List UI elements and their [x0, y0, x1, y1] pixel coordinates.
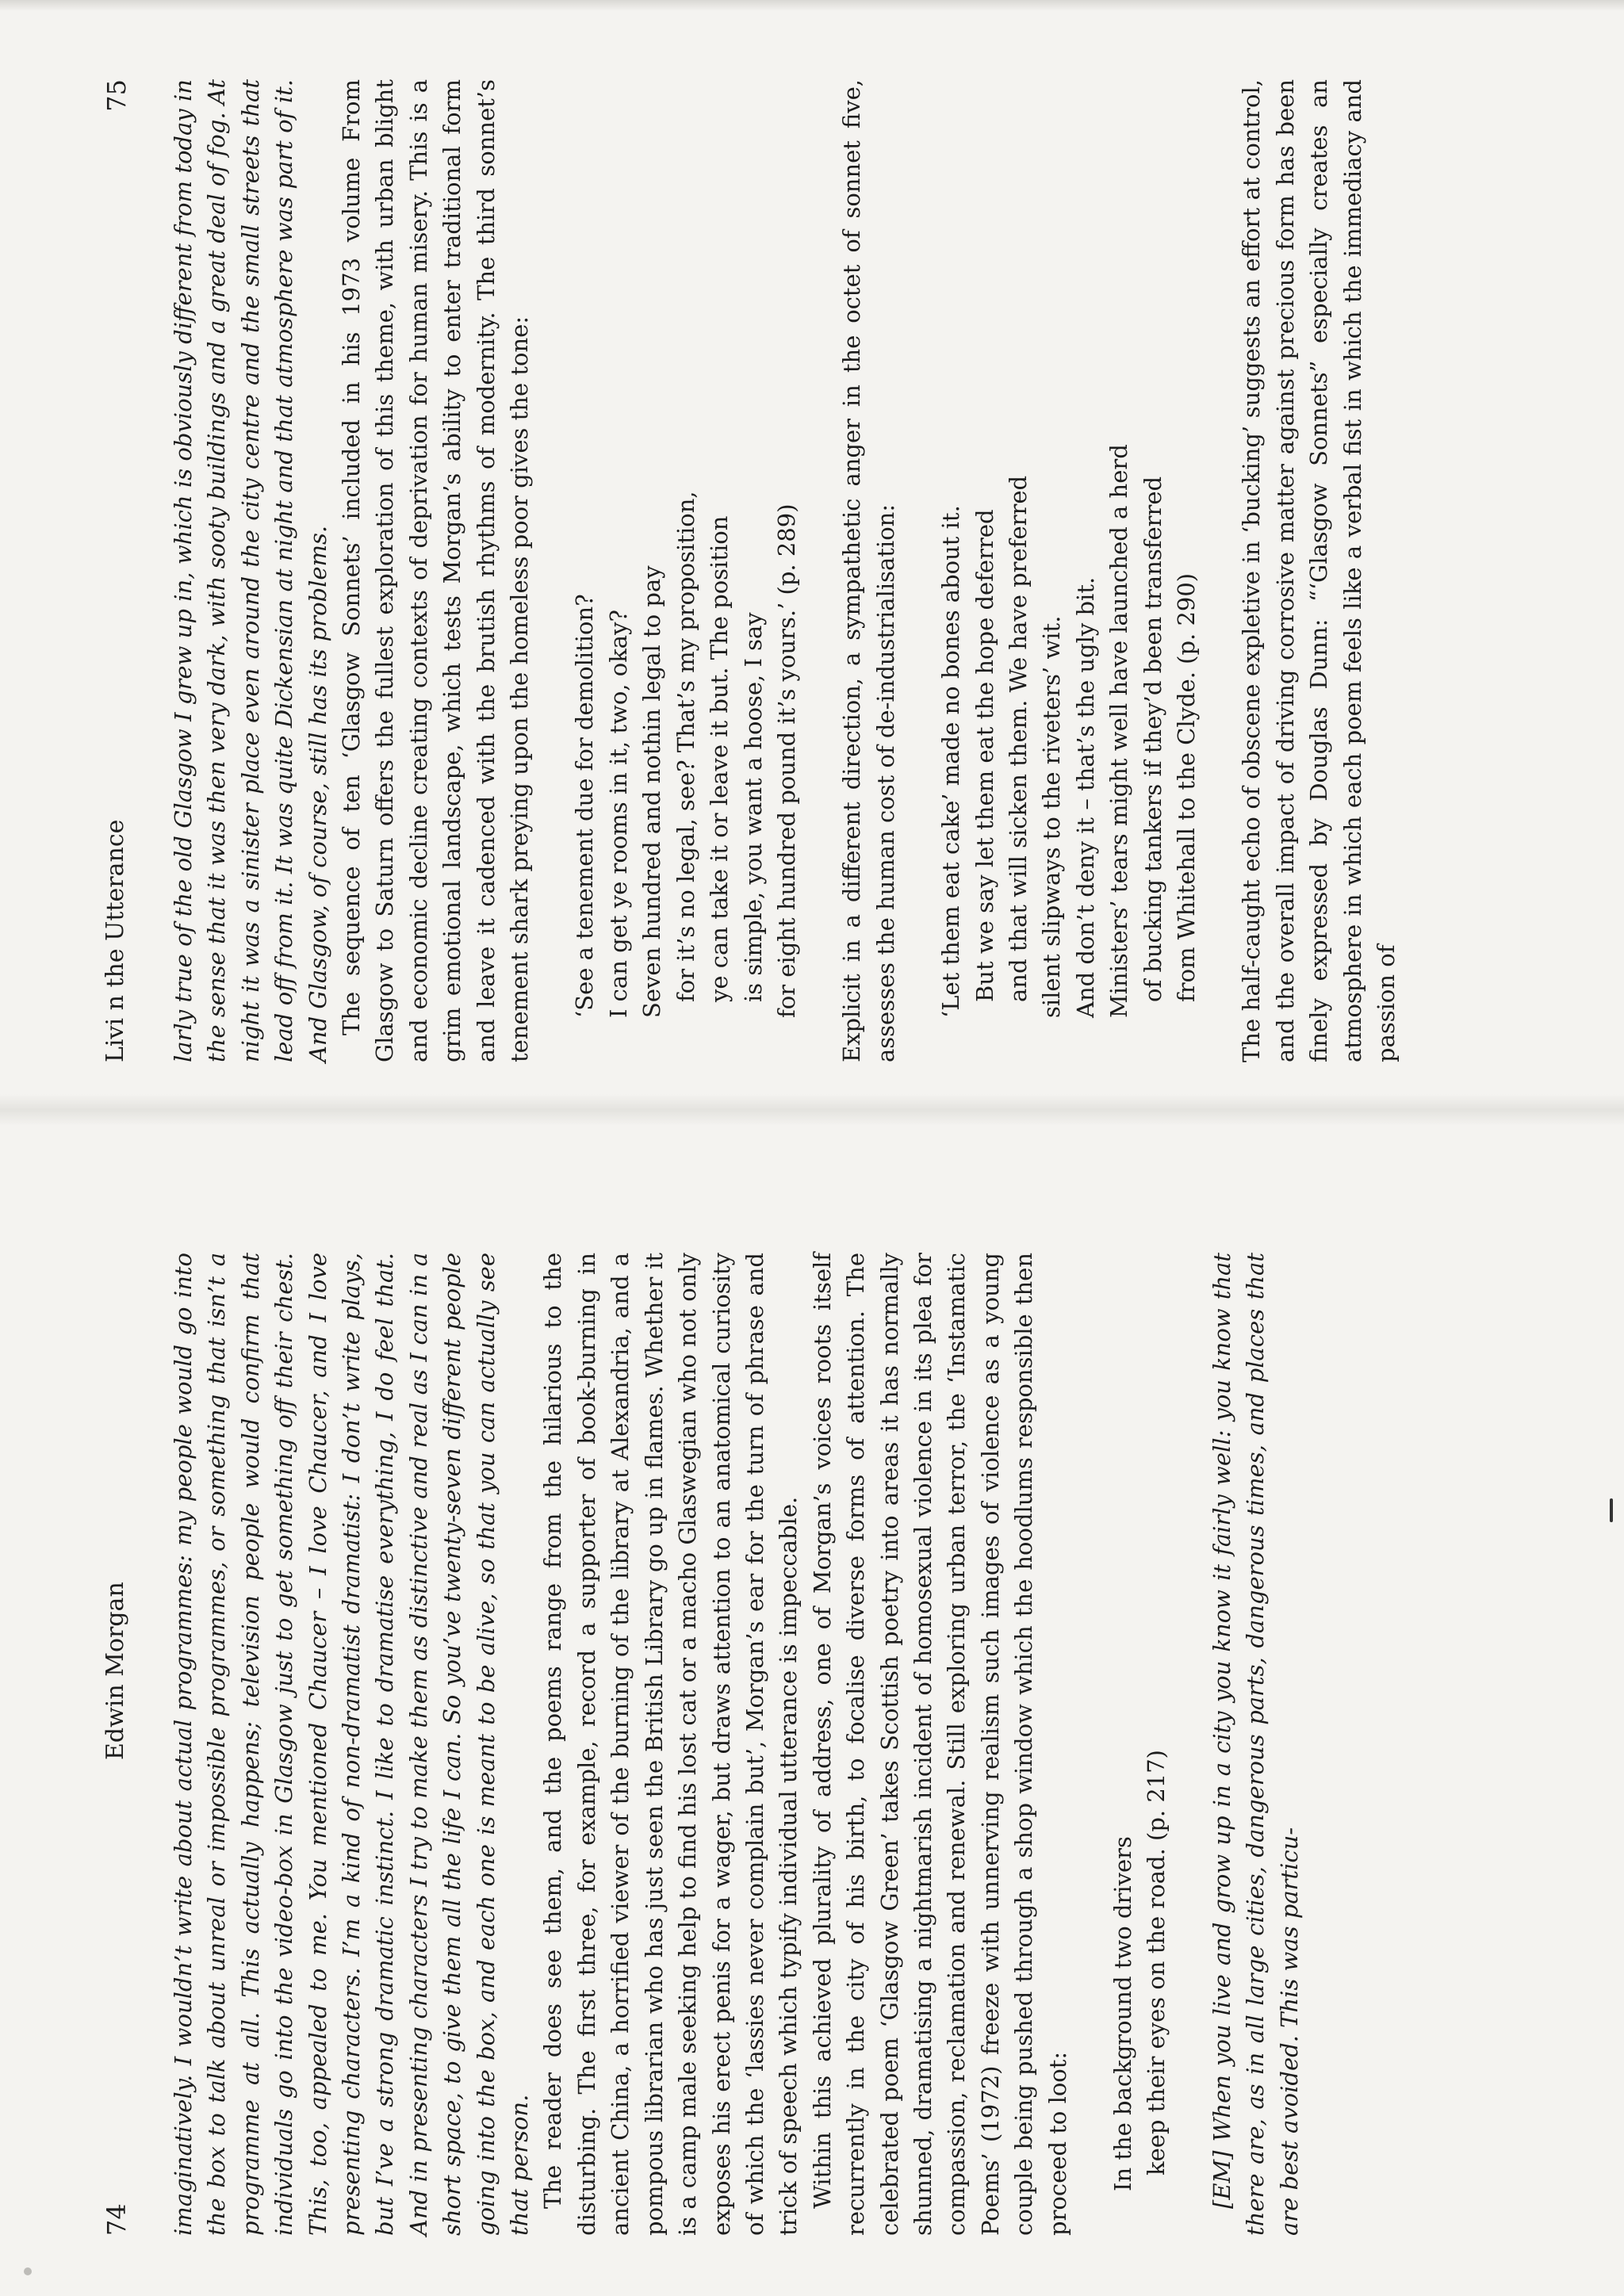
- paragraph: larly true of the old Glasgow I grew up in, which is obviously different from today in the sense that it was then very dark, with sooty buildings and a great deal of fog. At night it was a sinister place even around the city centre and the small streets that lead off from it. It was quite Dickensian at night and that atmosphere was part of it. And Glasgow, of course, still has its problems.: [170, 79, 331, 1062]
- quote-line: is simple, you want a hoose, I say: [739, 612, 767, 1002]
- quote-line: But we say let them eat the hope deferred: [971, 509, 998, 1002]
- quote-line: for it’s no legal, see? That’s my proposition,: [672, 491, 699, 1002]
- block-quote: [934, 79, 1203, 1018]
- running-head: Livi n the Utterance: [102, 819, 129, 1062]
- quote-line: ye can take it or leave it but. The position: [706, 515, 733, 1002]
- paragraph: The half-caught echo of obscene expletive in ‘bucking’ suggests an effort at control, and the overall impact of driving corrosive matter against precious form has been finely expressed by Douglas Dunn: “‘Glasgow Sonnets” especially creates an atmosphere in which each poem feels like a verbal fist in which the immediacy and passion of: [1238, 79, 1400, 1062]
- quote-line: ‘Let them eat cake’ made no bones about it.: [937, 505, 965, 1018]
- right-page-header: [95, 79, 143, 1062]
- quote-line: ‘See a tenement due for demolition?: [571, 594, 599, 1018]
- quote-line: And don’t deny it – that’s the ugly bit.: [1071, 576, 1099, 1018]
- book-gutter: [0, 1094, 1624, 1126]
- left-page: [95, 1253, 1380, 2236]
- quote-line: for eight hundred pound it’s yours.’ (p. 289): [772, 503, 800, 1018]
- right-page: [95, 79, 1400, 1062]
- scan-speck: [1610, 1498, 1613, 1522]
- paragraph: Within this achieved plurality of address, one of Morgan’s voices roots itself recurrently in the city of his birth, to focalise diverse forms of attention. The celebrated poem ‘Glasgow Green’ takes Scottish poetry into areas it has normally shunned, dramatising a nightmarish incident of homosexual violence in its plea for compassion, reclamation and renewal. Still exploring urban terror, the ‘Instamatic Poems’ (1972) freeze with unnerving realism such images of violence as a young couple being pushed through a shop window which the hoodlums responsible then proceed to loot:: [808, 1253, 1071, 2236]
- paragraph: imaginatively. I wouldn’t write about actual programmes: my people would go into the box to talk about unreal or impossible programmes, or something that isn’t a programme at all. This actually happens; television people would confirm that individuals go into the video-box in Glasgow just to get something off their chest. This, too, appealed to me. You mentioned Chaucer – I love Chaucer, and I love presenting characters. I’m a kind of non-dramatist dramatist: I don’t write plays, but I’ve a strong dramatic instinct. I like to dramatise everything, I do feel that. And in presenting characters I try to make them as distinctive and real as I can in a short space, to give them all the life I can. So you’ve twenty-seven different people going into the box, and each one is meant to be alive, so that you can actually see that person.: [170, 1253, 534, 2236]
- quote-line: I can get ye rooms in it, two, okay?: [604, 609, 632, 1018]
- scan-speck: [24, 2267, 32, 2275]
- paragraph: The sequence of ten ‘Glasgow Sonnets’ included in his 1973 volume From Glasgow to Saturn offers the fullest exploration of this theme, with urban blight and economic decline creating contexts of deprivation for human misery. This is a grim emotional landscape, which tests Morgan’s ability to enter traditional form and leave it cadenced with the brutish rhythms of modernity. The third sonnet’s tenement shark preying upon the homeless poor gives the tone:: [338, 79, 534, 1062]
- paragraph: The reader does see them, and the poems range from the hilarious to the disturbing. The first three, for example, record a supporter of book-burning in ancient China, a horrified viewer of the burning of the library at Alexandria, and a pompous librarian who has just seen the British Library go up in flames. Whether it is a camp male seeking help to find his lost cat or a macho Glaswegian who not only exposes his erect penis for a wager, but draws attention to an anatomical curiosity of which the ‘lassies never complain but’, Morgan’s ear for the turn of phrase and trick of speech which typify individual utterance is impeccable.: [539, 1253, 802, 2236]
- paragraph: [EM] When you live and grow up in a city you know it fairly well: you know that there are, as in all large cities, dangerous parts, dangerous times, and places that are best avoided. This was particu-: [1208, 1253, 1303, 2236]
- page-number: 74: [102, 2203, 132, 2236]
- quote-line: Ministers’ tears might well have launched a herd: [1105, 444, 1133, 1018]
- quote-line: and that will sicken them. We have preferred: [1004, 475, 1032, 1002]
- quote-line: from Whitehall to the Clyde. (p. 290): [1172, 572, 1200, 1002]
- quote-line: silent slipways to the riveters’ wit.: [1038, 615, 1066, 1018]
- left-page-body: [167, 1253, 1306, 2236]
- left-page-header: [95, 1253, 143, 2236]
- quote-line: keep their eyes on the road. (p. 217): [1143, 1750, 1170, 2175]
- quote-line: Seven hundred and nothin legal to pay: [638, 565, 666, 1018]
- block-quote: [568, 79, 803, 1018]
- running-head: Edwin Morgan: [102, 1582, 129, 1760]
- block-quote: [1106, 1253, 1174, 2191]
- page-number: 75: [102, 79, 132, 112]
- scan-top-edge: [0, 0, 1624, 11]
- right-page-body: [167, 79, 1403, 1062]
- quote-line: of bucking tankers if they’d been transferred: [1139, 476, 1166, 1002]
- quote-line: In the background two drivers: [1109, 1836, 1136, 2191]
- paragraph: Explicit in a different direction, a sympathetic anger in the octet of sonnet five, assesses the human cost of de-industrialisation:: [838, 79, 899, 1062]
